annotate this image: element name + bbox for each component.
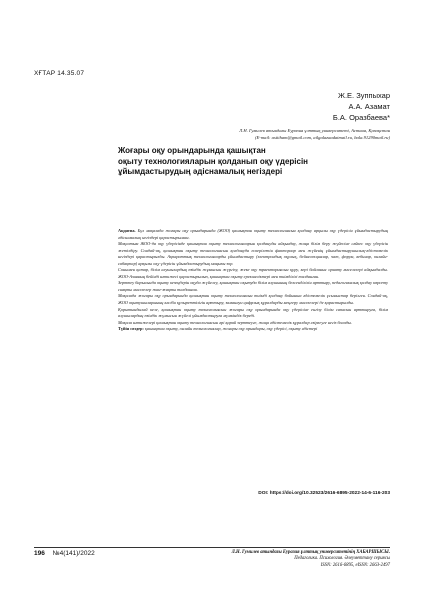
xftar-code: ХҒТАР 14.35.07 — [34, 70, 85, 77]
abstract-paragraph: Мақала нәтижелері қашықтан оқыту технологиясын әрі қарай зерттеуге, жаңа әдістемелік құралдар әзірлеуге негіз болады. — [118, 319, 352, 325]
abstract-paragraph: Мақалада жоғары оқу орындарында қашықтан оқыту технологиясын тиімді қолдану бойынша әдістемелік ұсыныстар берілген. Сондай-ақ, ЖОО оқытушыларының кәсіби құзыреттілігін арттыру, заманауи цифрлық құралдарды меңгеру мәселелері де қарастырылды. — [118, 293, 388, 306]
abstract-text: Бұл мақалада жоғары оқу орындарында (ЖОО) қашықтан оқыту технологиясын қолдану арқылы оқу үдерісін ұйымдастырудың әдіснамалық негіздері қарастырылған. — [118, 228, 388, 240]
journal-info — [232, 550, 390, 569]
keywords-text: қашықтан оқыту, онлайн технологиялар, жоғары оқу орындары, оқу үдерісі, оқыту әдістері — [144, 326, 318, 332]
keywords — [118, 326, 388, 333]
abstract-block — [118, 228, 388, 333]
footer-divider — [34, 547, 390, 548]
abstract-paragraph: Қорытындылай келе, қашықтан оқыту технологиясын жоғары оқу орындарында оқу үдерісіне енгізу білім сапасын арттыруға, білім алушылардың өзіндік жұмысын жүйелі ұйымдастыруға мүмкіндік береді. — [118, 306, 388, 319]
authors-block — [333, 90, 390, 123]
footer-left — [34, 550, 95, 557]
affiliation-block — [239, 128, 390, 141]
author-name: Ж.Е. Зуппыхар — [338, 91, 390, 100]
article-title — [118, 146, 388, 178]
abstract-paragraph: Сонымен қатар, білім алушылардың өзіндік жұмысын жүргізу, жеке оқу траекториясын құру, кері байланыс орнату мәселелері айқындалды. ЖОО-Азияның бейінді нәтижесі қарастырылып, қашықтан оқыту ерекшеліктері мен тиімділігі талданған. — [118, 267, 388, 279]
journal-series: Педагогика. Психология. Әлеуметтану сериясы — [294, 556, 390, 562]
title-line: Жоғары оқу орындарында қашықтан — [118, 146, 266, 155]
author-name: Б.А. Оразбаева* — [332, 113, 390, 122]
keywords-label: Түйін сөздер: — [118, 326, 144, 332]
affiliation-email: (E-mail: astitham@gmail.com, ailgalazaadatmail.ru, bala.91290mail.ru) — [254, 134, 390, 140]
journal-title: Л.Н. Гумилев атындағы Еуразия ұлттық университетінің ХАБАРШЫСЫ. — [231, 550, 390, 555]
abstract-paragraph: Зерттеу барысында оқыту кезеңдерін оқуда жүйелеу, қашықтан оқытуда білім алушының белсенділігін арттыру, педагогикалық қолдау көрсету сияқты мәселелер жан-жақты талданған. — [118, 280, 388, 292]
abstract-paragraph: Мақсатым ЖОО-да оқу үдерісінде қашықтан оқыту технологияларын қолдануды айқындау, жаңа білім беру жүйесіне сәйкес оқу үдерісін жетілдіру. Сондай-ақ, қашықтан оқыту технологиясын қолдануда ескерілетін факторлар мен жүйенің ұйымдастырушылық-әдістемелік негіздері қарастырылды. Ақпараттық технологияларды ұйымдастыру (электрондық оқулық, бейнелекциялар, чат, форум, вебинар, онлайн-сабақтар) арқылы оқу үдерісін ұйымдастырудың маңызы зор. — [118, 241, 388, 266]
doi-link[interactable]: DOI: https://doi.org/10.32523/2616-6895-2022-14-6-116-203 — [258, 491, 390, 496]
abstract-label: Аңдатпа. — [118, 228, 136, 233]
issue-number: №4(141)/2022 — [52, 550, 95, 557]
abstract-paragraph — [118, 228, 388, 241]
page-number: 196 — [34, 550, 45, 557]
title-line: оқыту технологияларын қолданып оқу үдерісін — [118, 156, 308, 166]
author-name: А.А. Азамат — [348, 102, 390, 111]
title-line: ұйымдастырудың әдіснамалық негіздері — [118, 167, 283, 176]
affiliation-line: Л.Н. Гумилев атындағы Еуразия ұлттық университеті, Астана, Қазақстан — [239, 128, 390, 133]
journal-issn: ISSN: 2616-6895, eISSN: 2663-2497 — [320, 562, 390, 568]
